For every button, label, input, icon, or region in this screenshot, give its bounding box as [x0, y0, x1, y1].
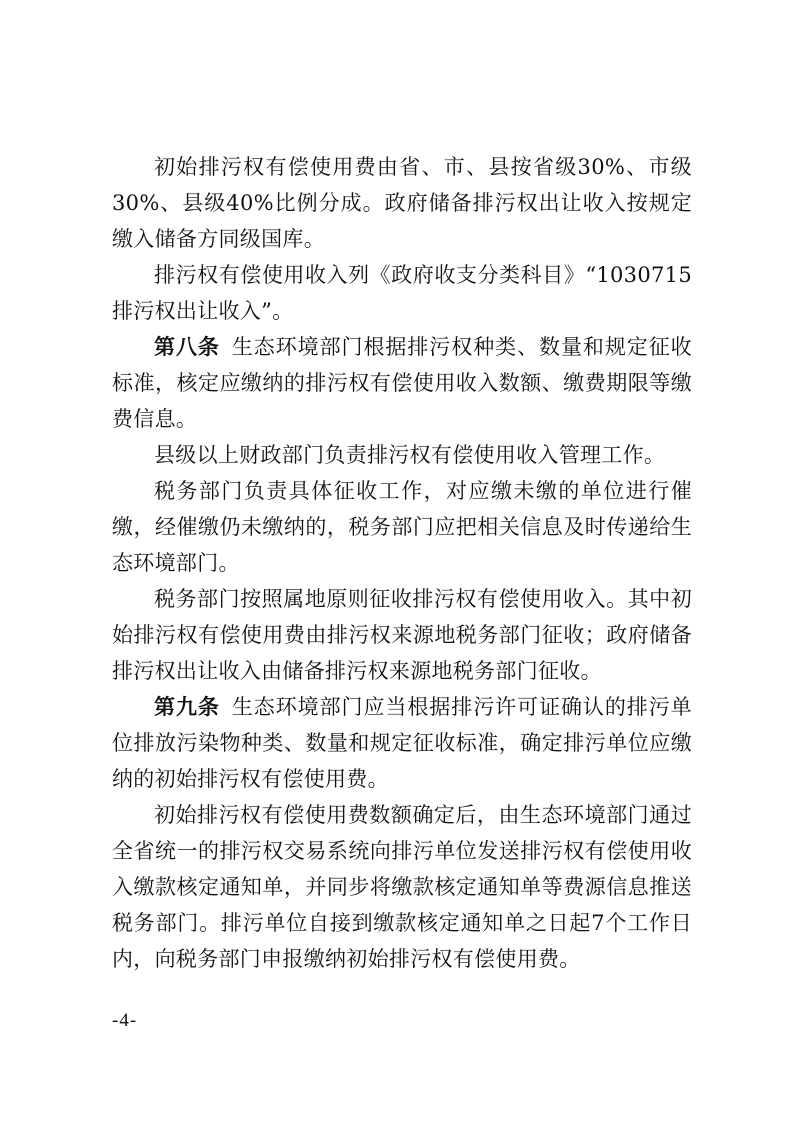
paragraph-4: 县级以上财政部门负责排污权有偿使用收入管理工作。 [154, 443, 666, 467]
article-number: 第九条 [154, 695, 220, 719]
paragraph-8: 初始排污权有偿使用费数额确定后，由生态环境部门通过全省统一的排污权交易系统向排污单位发送排污权有偿使用收入缴款核定通知单，并同步将缴款核定通知单等费源信息推送税务部门。排污单位自接到缴款核定通知单之日起7个工作日内，向税务部门申报缴纳初始排污权有偿使用费。 [112, 803, 692, 971]
page-number: -4- [112, 1010, 138, 1031]
paragraph-2: 排污权有偿使用收入列《政府收支分类科目》“1030715 排污权出让收入”。 [112, 263, 692, 323]
paragraph-5: 税务部门负责具体征收工作，对应缴未缴的单位进行催缴，经催缴仍未缴纳的，税务部门应把相关信息及时传递给生态环境部门。 [112, 479, 692, 575]
article-number: 第八条 [154, 335, 220, 359]
paragraph-1: 初始排污权有偿使用费由省、市、县按省级30%、市级30%、县级40%比例分成。政府储备排污权出让收入按规定缴入储备方同级国库。 [112, 155, 692, 251]
paragraph-article-8: 第八条 生态环境部门根据排污权种类、数量和规定征收标准，核定应缴纳的排污权有偿使用收入数额、缴费期限等缴费信息。 [112, 335, 692, 431]
paragraph-article-9: 第九条 生态环境部门应当根据排污许可证确认的排污单位排放污染物种类、数量和规定征收标准，确定排污单位应缴纳的初始排污权有偿使用费。 [112, 695, 692, 791]
paragraph-6: 税务部门按照属地原则征收排污权有偿使用收入。其中初始排污权有偿使用费由排污权来源地税务部门征收；政府储备排污权出让收入由储备排污权来源地税务部门征收。 [112, 587, 692, 683]
document-body [112, 149, 692, 977]
